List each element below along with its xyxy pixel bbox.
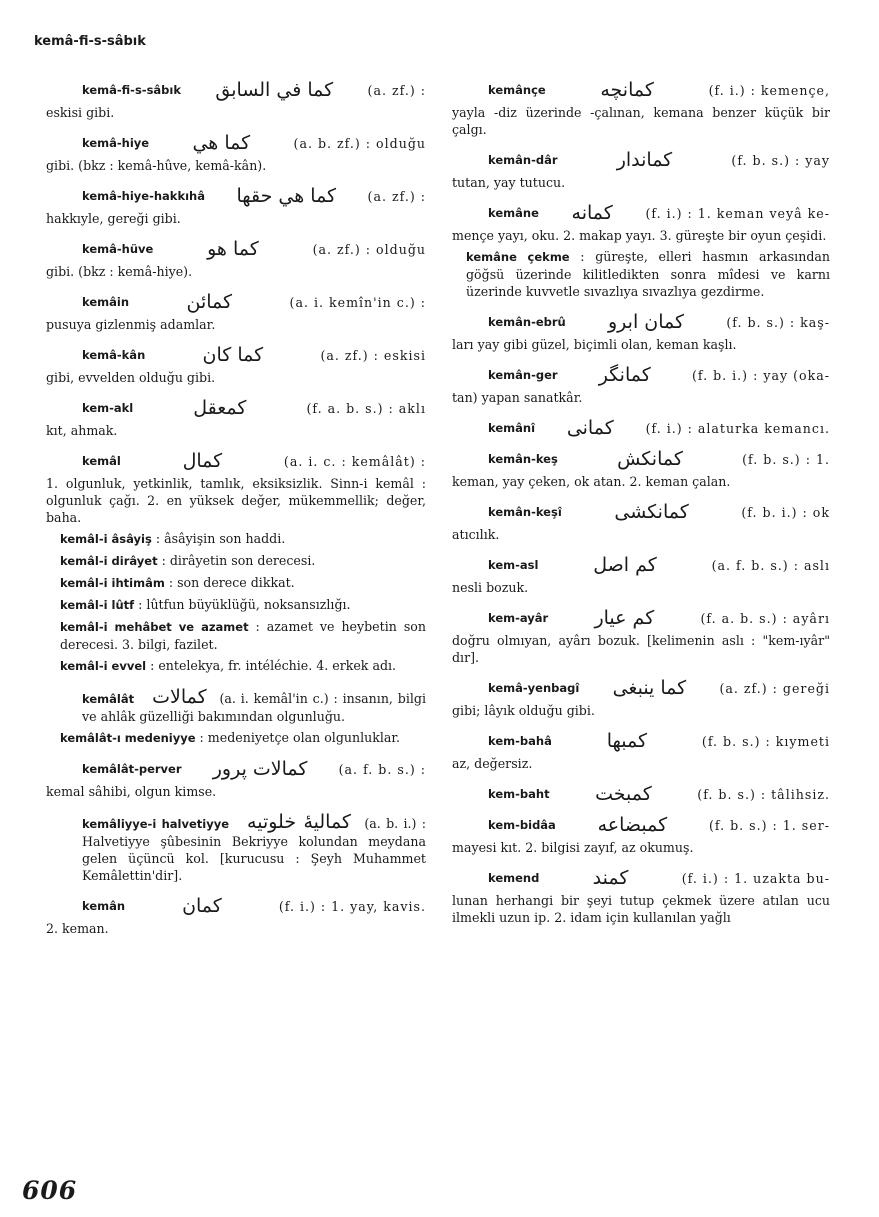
entry-grammar: (a. zf.) : gereği	[719, 681, 830, 696]
entry-arabic: كما كان	[202, 344, 264, 366]
sub-entry-headword: kemâl-i lûtf	[60, 598, 135, 612]
sub-entry-text: : medeniyetçe olan olgunluklar.	[195, 730, 401, 745]
dictionary-entry	[452, 417, 830, 439]
headword-line	[46, 238, 426, 260]
sub-entry-text: : lûtfun büyüklüğü, noksansızlığı.	[134, 597, 351, 612]
entry-grammar: (f. i.) : 1. uzakta bu-	[681, 871, 830, 886]
sub-entry-headword: kemâne çekme	[466, 250, 570, 264]
entry-headword: kemâne	[488, 206, 539, 220]
entry-arabic: كما في السابق	[215, 79, 334, 101]
sub-entry-text: : azamet ve heybetin son derecesi. 3. bilgi, fazilet.	[60, 619, 426, 652]
entry-definition: eskisi gibi.	[46, 105, 115, 120]
page-number: 606	[22, 1176, 78, 1205]
sub-entry-headword: kemâlât-ı medeniyye	[60, 731, 196, 745]
entry-definition: nesli bozuk.	[452, 580, 529, 595]
entry-headword: kemâl	[82, 454, 121, 468]
sub-entry-text: : âsâyişin son haddi.	[151, 531, 286, 546]
entry-definition: tutan, yay tutucu.	[452, 175, 566, 190]
entry-headword: kem-asl	[488, 558, 539, 572]
running-head: kemâ-fi-s-sâbık	[34, 34, 146, 49]
dictionary-entry	[46, 811, 426, 884]
entry-definition: yayla -diz üzerinde -çalınan, kemana benzer küçük bir çalgı.	[452, 105, 830, 137]
entry-arabic: كمالات پرور	[212, 758, 308, 780]
entry-grammar: (f. b. s.) : kıymeti	[701, 734, 830, 749]
dictionary-entry	[46, 291, 426, 333]
entry-arabic: كمانه	[571, 202, 613, 224]
entry-headword: kem-ayâr	[488, 611, 549, 625]
dictionary-entry	[46, 132, 426, 174]
dictionary-entry	[452, 554, 830, 596]
headword-line	[46, 132, 426, 154]
entry-headword: kemâ-hiye	[82, 136, 150, 150]
entry-arabic: كمالات	[152, 686, 207, 708]
entry-headword: kemân-keşî	[488, 505, 562, 519]
headword-line	[46, 344, 426, 366]
dictionary-entry	[46, 450, 426, 675]
entry-arabic: كمند	[592, 867, 629, 889]
entry-headword: kemâliyye-i halvetiyye	[82, 817, 230, 831]
headword-line	[452, 554, 830, 576]
headword-line	[46, 450, 426, 472]
entry-headword: kemâ-kân	[82, 348, 146, 362]
entry-headword: kem-bahâ	[488, 734, 552, 748]
entry-arabic: كماليهٔ خلوتيه	[247, 811, 351, 833]
entry-headword: kemân	[82, 899, 126, 913]
entry-definition: tan) yapan sanatkâr.	[452, 390, 583, 405]
entry-headword: kemânçe	[488, 83, 546, 97]
dictionary-entry	[452, 867, 830, 926]
dictionary-entry	[46, 686, 426, 747]
entry-arabic: كمانكشى	[614, 501, 689, 523]
entry-headword: kemânî	[488, 421, 536, 435]
entry-headword: kemend	[488, 871, 540, 885]
entry-headword: kemân-keş	[488, 452, 558, 466]
entry-headword: kemâlât-perver	[82, 762, 182, 776]
entry-arabic: كمعقل	[193, 397, 247, 419]
headword-line	[452, 867, 830, 889]
headword-line	[46, 397, 426, 419]
dictionary-entry	[452, 677, 830, 719]
sub-entry-headword: kemâl-i evvel	[60, 659, 147, 673]
entry-grammar: (f. b. s.) : 1. ser-	[708, 818, 830, 833]
entry-inline	[46, 811, 426, 884]
entry-headword: kemâ-fi-s-sâbık	[82, 83, 181, 97]
entry-headword: kemân-ger	[488, 368, 558, 382]
sub-entry	[452, 248, 830, 300]
headword-line	[452, 783, 830, 805]
entry-definition: mayesi kıt. 2. bilgisi zayıf, az okumuş.	[452, 840, 694, 855]
entry-definition: doğru olmıyan, ayârı bozuk. [kelimenin aslı : "kem-ıyâr" dır].	[452, 633, 830, 665]
entry-headword: kemâin	[82, 295, 130, 309]
sub-entry	[46, 574, 426, 592]
entry-definition: keman, yay çeken, ok atan. 2. keman çalan.	[452, 474, 731, 489]
entry-grammar: (a. zf.) : eskisi	[320, 348, 426, 363]
entry-headword: kemân-dâr	[488, 153, 558, 167]
dictionary-entry	[452, 730, 830, 772]
entry-definition: kıt, ahmak.	[46, 423, 118, 438]
dictionary-entry	[452, 783, 830, 805]
headword-line	[46, 895, 426, 917]
entry-definition: pusuya gizlenmiş adamlar.	[46, 317, 216, 332]
entry-arabic: كمبضاعه	[597, 814, 668, 836]
headword-line	[46, 185, 426, 207]
headword-line	[452, 364, 830, 386]
entry-inline	[46, 686, 426, 725]
entry-arabic: كم عيار	[594, 607, 655, 629]
entry-definition: atıcılık.	[452, 527, 500, 542]
entry-grammar: (f. b. i.) : ok	[741, 505, 830, 520]
entry-arabic: كمائن	[186, 291, 233, 313]
entry-arabic: كما هي حقها	[236, 185, 337, 207]
headword-line	[452, 814, 830, 836]
entry-arabic: كم اصل	[593, 554, 657, 576]
entry-arabic: كمانگر	[598, 364, 651, 386]
headword-line	[452, 202, 830, 224]
entry-definition: lunan herhangi bir şeyi tutup çekmek üzere atılan ucu ilmekli uzun ip. 2. idam için kullanılan yağlı	[452, 893, 830, 925]
entry-definition: kemal sâhibi, olgun kimse.	[46, 784, 217, 799]
dictionary-entry	[46, 397, 426, 439]
entry-definition: mençe yayı, oku. 2. makap yayı. 3. güreşte bir oyun çeşidi.	[452, 228, 827, 243]
entry-grammar: (f. b. s.) : yay	[731, 153, 830, 168]
entry-arabic: كمان	[182, 895, 222, 917]
entry-grammar: (f. b. s.) : kaş-	[726, 315, 830, 330]
entry-headword: kemâ-hüve	[82, 242, 154, 256]
entry-definition: az, değersiz.	[452, 756, 533, 771]
entry-headword: kem-akl	[82, 401, 134, 415]
dictionary-entry	[46, 344, 426, 386]
sub-entry	[46, 657, 426, 675]
entry-definition: 1. olgunluk, yetkinlik, tamlık, eksiksizlik. Sinn-i kemâl : olgunluk çağı. 2. en yüksek değer, mükemmellik; değer, baha.	[46, 476, 426, 525]
entry-grammar: (a. i. c. : kemâlât) :	[283, 454, 426, 469]
entry-definition: ları yay gibi güzel, biçimli olan, keman kaşlı.	[452, 337, 737, 352]
entry-definition: (a. i. kemâl'in c.) : insanın, bilgi ve ahlâk güzelliği bakımından olgunluğu.	[82, 691, 426, 724]
entry-arabic: كمان ابرو	[608, 311, 685, 333]
entry-arabic: كمانى	[566, 417, 614, 439]
entry-definition: hakkıyle, gereği gibi.	[46, 211, 181, 226]
entry-definition: 2. keman.	[46, 921, 109, 936]
sub-entry	[46, 618, 426, 653]
entry-definition: (a. b. i.) : Halvetiyye şûbesinin Bekriyye kolundan meydana gelen üçüncü kol. [kurucusu : Şeyh Muhammet Kemâlettin'dir].	[82, 816, 426, 883]
dictionary-entry	[46, 238, 426, 280]
dictionary-entry	[452, 311, 830, 353]
entry-grammar: (f. a. b. s.) : ayârı	[700, 611, 830, 626]
entry-grammar: (f. b. i.) : yay (oka-	[691, 368, 830, 383]
sub-entry-text: : dirâyetin son derecesi.	[157, 553, 316, 568]
entry-grammar: (a. f. b. s.) :	[338, 762, 426, 777]
entry-grammar: (a. i. kemîn'in c.) :	[289, 295, 426, 310]
dictionary-entry	[452, 607, 830, 666]
entry-definition: gibi, evvelden olduğu gibi.	[46, 370, 216, 385]
entry-definition: gibi; lâyık olduğu gibi.	[452, 703, 595, 718]
headword-line	[452, 311, 830, 333]
entry-headword: kemâ-yenbagî	[488, 681, 580, 695]
left-column	[46, 79, 426, 951]
headword-line	[452, 730, 830, 752]
entry-grammar: (f. i.) : 1. keman veyâ ke-	[645, 206, 830, 221]
headword-line	[452, 149, 830, 171]
sub-entry-headword: kemâl-i dirâyet	[60, 554, 158, 568]
dictionary-entry	[46, 185, 426, 227]
dictionary-entry	[452, 448, 830, 490]
right-column	[452, 79, 831, 940]
dictionary-entry	[452, 149, 830, 191]
sub-entry	[46, 729, 426, 747]
dictionary-entry	[452, 79, 830, 138]
dictionary-entry	[46, 895, 426, 937]
sub-entry-headword: kemâl-i âsâyiş	[60, 532, 152, 546]
sub-entry-text: : güreşte, elleri hasmın arkasından göğsü üzerinde kilitledikten sonra mîdesi ve karnı üzerinde kuvvetle sıvazlıya sıvazlıya gezdirme.	[466, 249, 831, 299]
headword-line	[46, 79, 426, 101]
entry-arabic: كماندار	[616, 149, 673, 171]
entry-arabic: كمانچه	[600, 79, 654, 101]
sub-entry-text: : entelekya, fr. intéléchie. 4. erkek adı.	[146, 658, 397, 673]
entry-grammar: (a. zf.) :	[367, 189, 426, 204]
entry-headword: kemâlât	[82, 692, 135, 706]
headword-line	[452, 448, 830, 470]
dictionary-entry	[452, 501, 830, 543]
entry-grammar: (f. b. s.) : 1.	[742, 452, 830, 467]
entry-headword: kem-baht	[488, 787, 550, 801]
entry-grammar: (a. f. b. s.) : aslı	[711, 558, 830, 573]
entry-definition: gibi. (bkz : kemâ-hûve, kemâ-kân).	[46, 158, 267, 173]
entry-grammar: (f. i.) : kemençe,	[708, 83, 830, 98]
entry-arabic: كما ينبغى	[612, 677, 687, 699]
headword-line	[46, 291, 426, 313]
entry-headword: kem-bidâa	[488, 818, 556, 832]
dictionary-entry	[452, 814, 830, 856]
entry-grammar: (a. b. zf.) : olduğu	[293, 136, 426, 151]
entry-arabic: كمبخت	[595, 783, 652, 805]
entry-arabic: كمبها	[606, 730, 648, 752]
sub-entry-text: : son derece dikkat.	[164, 575, 295, 590]
headword-line	[452, 677, 830, 699]
sub-entry-headword: kemâl-i ihtimâm	[60, 576, 165, 590]
sub-entry	[46, 596, 426, 614]
headword-line	[452, 607, 830, 629]
entry-definition: gibi. (bkz : kemâ-hiye).	[46, 264, 193, 279]
headword-line	[452, 501, 830, 523]
dictionary-entry	[452, 202, 831, 300]
headword-line	[452, 79, 830, 101]
headword-line	[452, 417, 830, 439]
entry-arabic: كمال	[182, 450, 223, 472]
dictionary-entry	[452, 364, 830, 406]
entry-grammar: (f. a. b. s.) : aklı	[306, 401, 426, 416]
entry-grammar: (f. b. s.) : tâlihsiz.	[697, 787, 830, 802]
dictionary-entry	[46, 79, 426, 121]
entry-headword: kemân-ebrû	[488, 315, 566, 329]
sub-entry-headword: kemâl-i mehâbet ve azamet	[60, 620, 249, 634]
dictionary-entry	[46, 758, 426, 800]
entry-arabic: كمانكش	[617, 448, 683, 470]
headword-line	[46, 758, 426, 780]
entry-grammar: (a. zf.) :	[367, 83, 426, 98]
entry-grammar: (a. zf.) : olduğu	[312, 242, 426, 257]
entry-arabic: كما هو	[207, 238, 259, 260]
entry-grammar: (f. i.) : 1. yay, kavis.	[278, 899, 426, 914]
sub-entry	[46, 530, 426, 548]
sub-entry	[46, 552, 426, 570]
entry-headword: kemâ-hiye-hakkıhâ	[82, 189, 205, 203]
entry-arabic: كما هي	[192, 132, 251, 154]
entry-grammar: (f. i.) : alaturka kemancı.	[645, 421, 830, 436]
